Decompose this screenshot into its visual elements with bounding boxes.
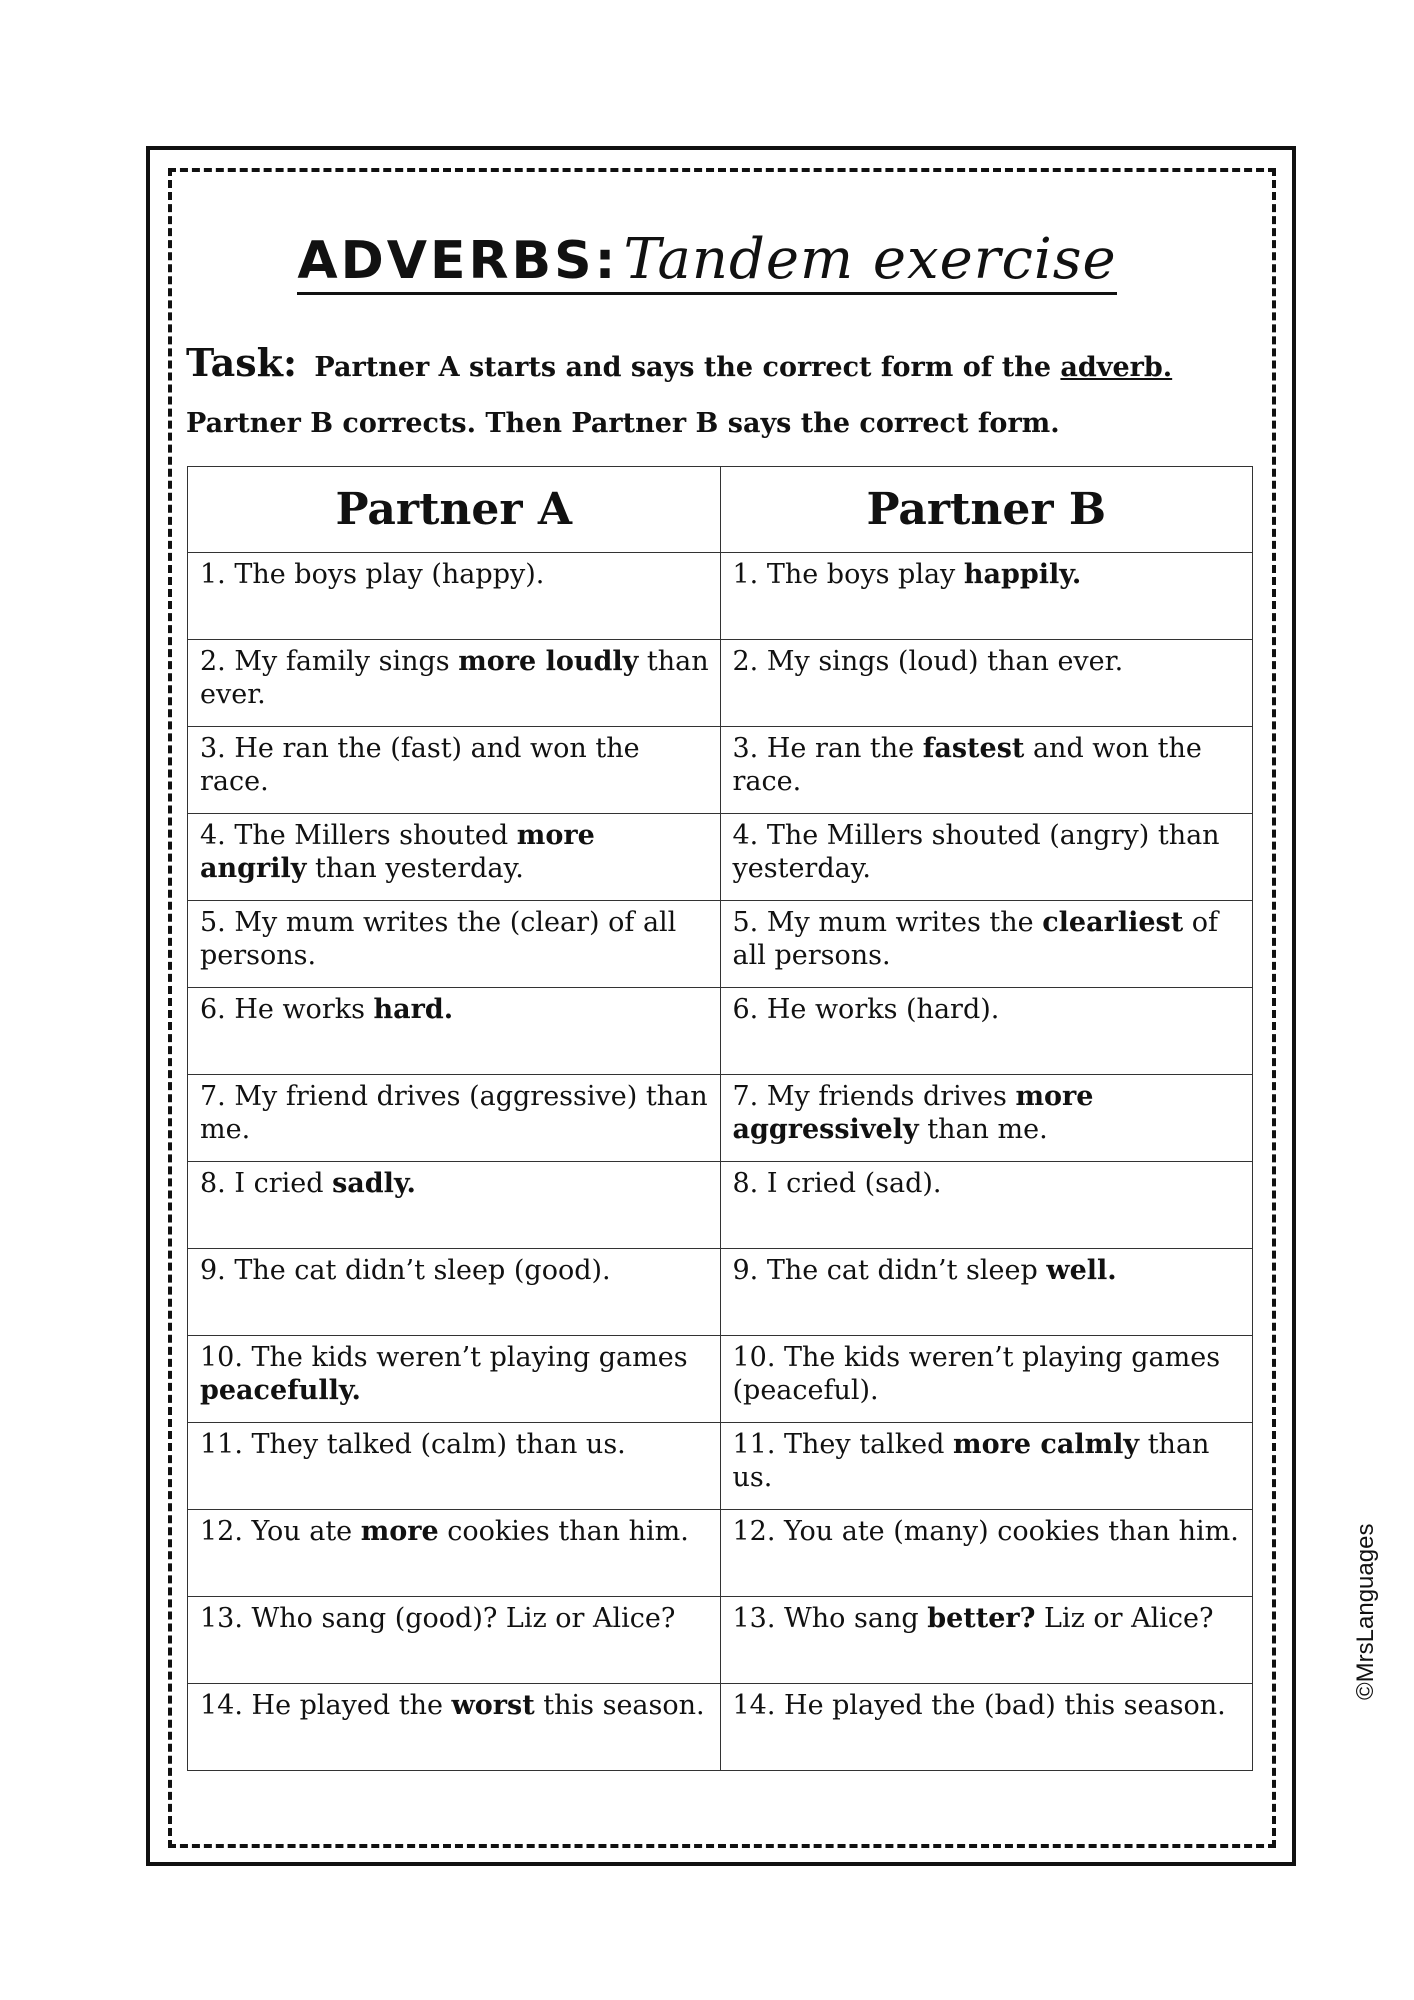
partner-b-cell [720, 1597, 1253, 1684]
sentence-text: 8. I cried [200, 1168, 333, 1199]
answer-text: more angrily [200, 820, 595, 884]
sentence-text: 9. The cat didn’t sleep (good). [200, 1255, 611, 1286]
sentence-text: 14. He played the [200, 1690, 452, 1721]
answer-text: more calmly [953, 1429, 1140, 1460]
sentence-text: 5. My mum writes the (clear) of all persons. [200, 907, 677, 971]
partner-b-cell [720, 1684, 1253, 1771]
partner-a-cell [188, 1684, 721, 1771]
answer-text: clearliest [1042, 907, 1184, 938]
sentence-text: than ever. [200, 646, 709, 710]
partner-b-cell [720, 1423, 1253, 1510]
title-main: ADVERBS: [297, 231, 619, 291]
answer-text: peacefully. [200, 1374, 361, 1406]
sentence-text: 9. The cat didn’t sleep [732, 1255, 1047, 1286]
table-row [188, 988, 1253, 1075]
partner-a-cell [188, 988, 721, 1075]
sentence-text: 13. Who sang (good)? Liz or Alice? [200, 1603, 676, 1634]
sentence-text: 2. My family sings [200, 646, 459, 677]
header-partner-b: Partner B [720, 467, 1253, 553]
sentence-text: 12. You ate (many) cookies than him. [732, 1516, 1239, 1547]
partner-b-cell [720, 988, 1253, 1075]
sentence-text: cookies than him. [438, 1516, 689, 1547]
sentence-text: of all persons. [732, 907, 1219, 971]
sentence-text: 6. He works [200, 994, 374, 1025]
answer-text: happily. [963, 559, 1082, 590]
partner-a-cell [188, 1510, 721, 1597]
partner-a-cell [188, 1162, 721, 1249]
answer-text: hard. [373, 994, 454, 1025]
sentence-text: 3. He ran the (fast) and won the race. [200, 733, 640, 797]
table-row [188, 1162, 1253, 1249]
sentence-text: 2. My sings (loud) than ever. [732, 646, 1124, 677]
header-partner-a: Partner A [188, 467, 721, 553]
sentence-text: 3. He ran the [732, 733, 923, 764]
sentence-text: 10. The kids weren’t playing games [200, 1342, 688, 1373]
partner-b-cell [720, 553, 1253, 640]
partner-b-cell [720, 727, 1253, 814]
partner-b-cell [720, 640, 1253, 727]
table-header-row [188, 467, 1253, 553]
sentence-text: 7. My friends drives [732, 1081, 1016, 1112]
partner-a-cell [188, 1075, 721, 1162]
table-row [188, 727, 1253, 814]
answer-text: more loudly [458, 646, 639, 677]
table-row [188, 640, 1253, 727]
partner-b-cell [720, 1336, 1253, 1423]
task-instruction-line-2: Partner B corrects. Then Partner B says the correct form. [186, 408, 1060, 439]
partner-b-cell [720, 901, 1253, 988]
sentence-text: 1. The boys play (happy). [200, 559, 545, 590]
sentence-text: 4. The Millers shouted (angry) than yesterday. [732, 820, 1220, 884]
task-label: Task: [186, 340, 298, 385]
table-row [188, 1510, 1253, 1597]
sentence-text: 1. The boys play [732, 559, 964, 590]
table-row [188, 553, 1253, 640]
sentence-text: 13. Who sang [732, 1603, 928, 1634]
sentence-text: 6. He works (hard). [732, 994, 1000, 1025]
partner-b-cell [720, 1075, 1253, 1162]
partner-a-cell [188, 901, 721, 988]
sentence-text: 12. You ate [200, 1516, 361, 1547]
sentence-text: Liz or Alice? [1035, 1603, 1214, 1634]
partner-a-cell [188, 1597, 721, 1684]
partner-b-cell [720, 814, 1253, 901]
table-row [188, 1597, 1253, 1684]
sentence-text: than us. [732, 1429, 1210, 1493]
partner-b-cell [720, 1510, 1253, 1597]
partner-a-cell [188, 1336, 721, 1423]
worksheet-title [0, 227, 1414, 295]
sentence-text: than me. [918, 1113, 1048, 1145]
sentence-text: 11. They talked (calm) than us. [200, 1429, 626, 1460]
partner-a-cell [188, 640, 721, 727]
sentence-text: and won the race. [732, 733, 1202, 797]
task-instruction-line-1 [186, 340, 1172, 385]
copyright-watermark: ©MrsLanguages [1352, 1523, 1379, 1700]
partner-a-cell [188, 553, 721, 640]
partner-a-cell [188, 814, 721, 901]
task-text: Partner A starts and says the correct form of the [314, 352, 1052, 383]
table-row [188, 814, 1253, 901]
partner-b-cell [720, 1249, 1253, 1336]
sentence-text: 7. My friend drives (aggressive) than me. [200, 1081, 708, 1145]
sentence-text: than yesterday. [306, 852, 524, 884]
table-row [188, 1336, 1253, 1423]
table-row [188, 1075, 1253, 1162]
answer-text: more [360, 1516, 439, 1547]
sentence-text: this season. [534, 1690, 705, 1721]
table-row [188, 901, 1253, 988]
answer-text: better? [927, 1603, 1036, 1634]
sentence-text: 5. My mum writes the [732, 907, 1043, 938]
answer-text: worst [451, 1690, 535, 1721]
answer-text: well. [1046, 1255, 1117, 1286]
table-body [188, 553, 1253, 1771]
partner-a-cell [188, 1249, 721, 1336]
table-row [188, 1684, 1253, 1771]
title-subtitle: Tandem exercise [623, 227, 1117, 292]
sentence-text: 10. The kids weren’t playing games (peaceful). [732, 1342, 1221, 1406]
partner-a-cell [188, 727, 721, 814]
answer-text: fastest [922, 733, 1025, 764]
partner-a-cell [188, 1423, 721, 1510]
answer-text: sadly. [332, 1168, 416, 1199]
sentence-text: 8. I cried (sad). [732, 1168, 942, 1199]
partner-b-cell [720, 1162, 1253, 1249]
exercise-table [187, 466, 1253, 1771]
answer-text: more aggressively [732, 1081, 1094, 1145]
sentence-text: 11. They talked [732, 1429, 954, 1460]
sentence-text: 4. The Millers shouted [200, 820, 517, 851]
sentence-text: 14. He played the (bad) this season. [732, 1690, 1226, 1721]
table-row [188, 1249, 1253, 1336]
table-row [188, 1423, 1253, 1510]
task-underlined-word: adverb. [1060, 352, 1173, 383]
